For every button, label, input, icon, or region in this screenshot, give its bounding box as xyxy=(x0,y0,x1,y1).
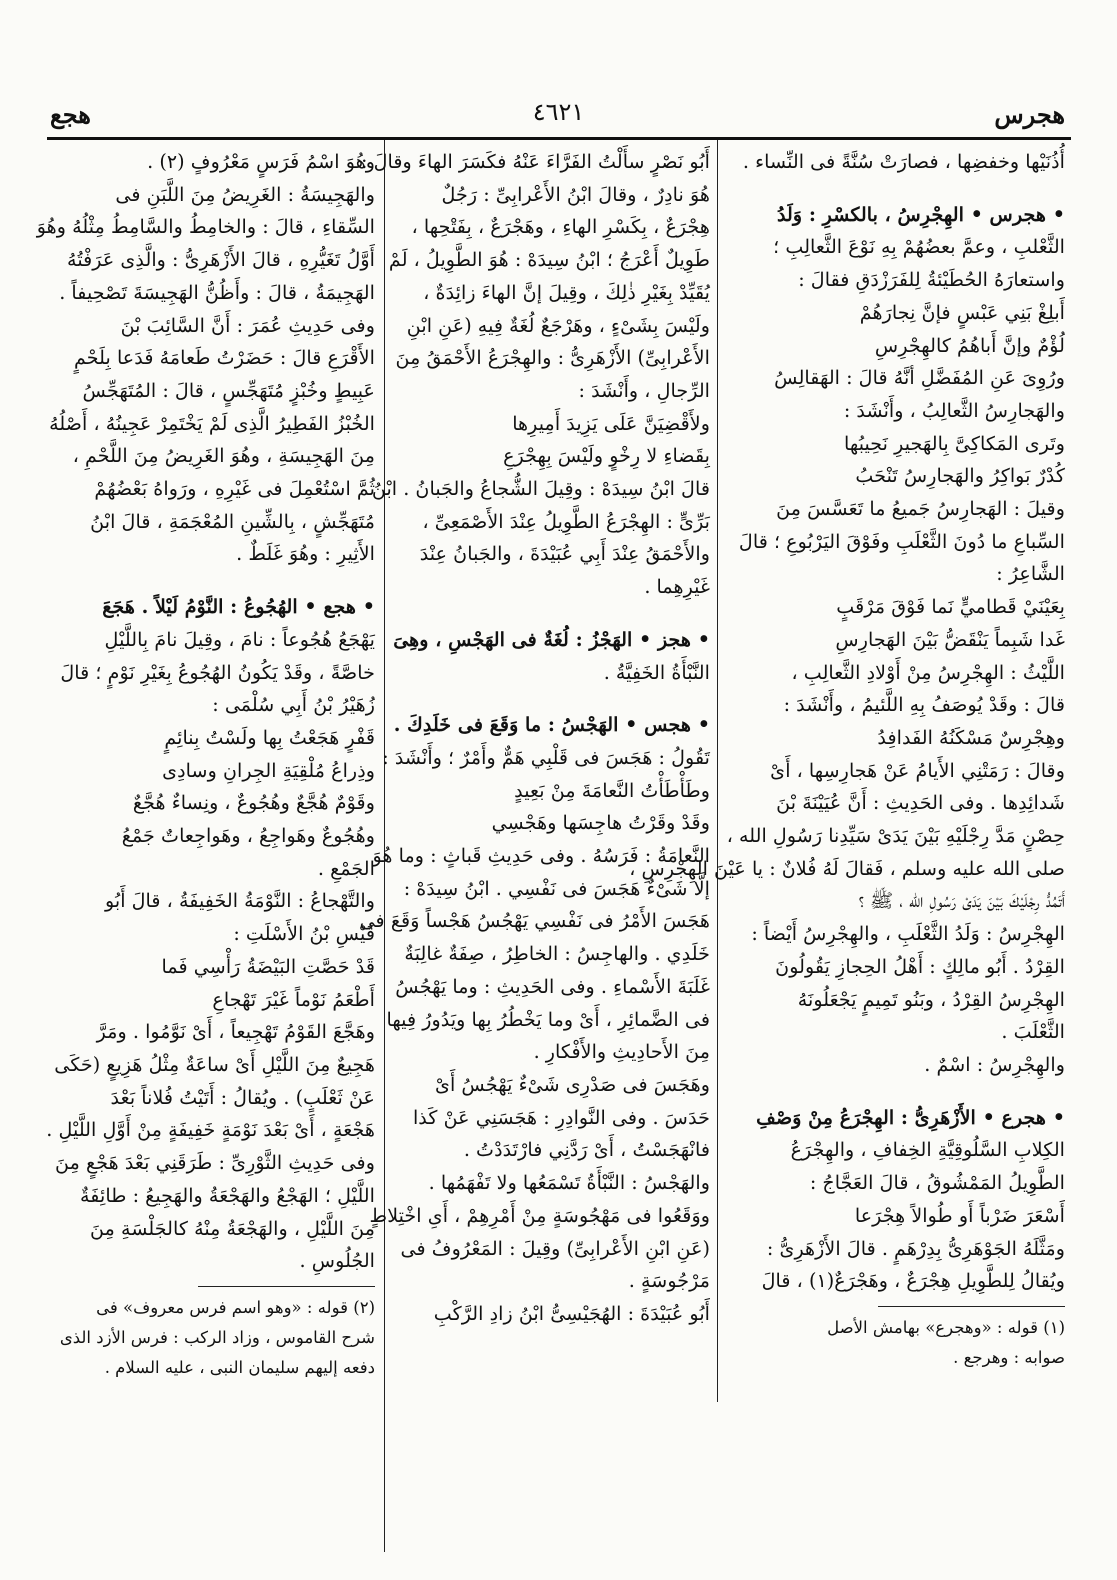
entry-gap xyxy=(392,604,710,624)
text-line: ومَثَّلَهُ الجَوْهَرِىُّ بِدِرْهَمٍ . قالَ الأَزْهَرِىُّ : xyxy=(766,1236,1065,1260)
entry-headword-line: • هجرع • الأَزْهَرِىُّ : الهِجْرَعُ مِنْ وَصْفِ xyxy=(756,1105,1065,1129)
text-line: بِقَضاءِ لا رِخْوٍ ولَيْسَ بِهِجْرَعِ xyxy=(503,444,710,468)
text-line: والأَحْمَقُ عِنْدَ أَبِي عُبَيْدَةَ ، والجَبانُ عِنْدَ xyxy=(419,542,710,566)
text-line: فى الضَّمائِرِ ، أَىْ وما يَخْطُرُ بِها ويَدُورُ فِيها xyxy=(386,1007,710,1031)
footnote-rule xyxy=(878,1306,1065,1307)
text-line: أَتَمُدُّ رِجْلَيْكَ بَيْنَ يَدَىْ رَسُولِ الله ، ﷺ ؟ xyxy=(858,889,1065,913)
text-line: وهُجُوعٌ وهَواجِعُ ، وهَواجِعاتٌ جَمْعُ xyxy=(121,824,375,848)
text-line: ووَقَعُوا فى مَهْجُوسَةٍ مِنْ أَمْرِهِمْ ، أَىِ اخْتِلاطٍ xyxy=(369,1203,710,1227)
text-line: قالَ : وقَدْ يُوصَفُ بِهِ اللَّئيمُ ، وأَنْشَدَ : xyxy=(783,693,1065,717)
text-line: عَبِيطٍ وخُبْزٍ مُتَهَجِّسٍ ، قالَ : المُتَهَجِّسُ xyxy=(82,378,375,402)
text-line: خَلَدِي . والهاجِسُ : الخاطِرُ ، صِفَةٌ غالِبَةٌ xyxy=(404,942,710,966)
text-line: حَدَسَ . وفى النَّوادِرِ : هَجَسَنِي عَنْ كَذا xyxy=(412,1105,710,1129)
text-line: بِعَيْنَيْ قَطاميٍّ نَما فَوْقَ مَرْقَبٍ xyxy=(836,595,1065,619)
entry-gap xyxy=(392,689,710,709)
text-line: ولأَقْضِيَنَّ عَلَى يَزِيدَ أَمِيرِها xyxy=(512,411,710,435)
text-line: كُدْرٌ بَواكِرُ والهَجارِسُ تَنْحَبُ xyxy=(855,464,1065,488)
text-line: زُهَيْرُ بْنُ أَبِي سُلْمَى : xyxy=(212,693,375,717)
footnote-line: دفعه إليهم سليمان النبى ، عليه السلام . xyxy=(104,1357,375,1377)
text-line: وقَدْ وقَرْتُ هاجِسَها وهَجْسِي xyxy=(491,811,710,835)
text-line: صلى الله عليه وسلم ، فَقالَ لَهُ فُلانٌ : يا عَيْنَ الهِجْرِسِ ، xyxy=(629,856,1065,880)
text-line: السِّقاءِ ، قالَ : والخامِطُ والسَّامِطُ مِثْلُهُ وهُوَ xyxy=(36,215,375,239)
text-line: الهِجْرِسُ : وَلَدُ الثَّعْلَبِ ، والهِجْرِسُ أَيْضاً : xyxy=(751,922,1065,946)
text-line: هَجْعَةٍ ، أَىْ بَعْدَ نَوْمَةٍ خَفِيفَةٍ مِنْ أَوَّلِ اللَّيْلِ . xyxy=(46,1118,375,1142)
text-line: الجَمْعِ . xyxy=(317,856,375,880)
column-middle xyxy=(359,146,710,1486)
text-line: القِرْدُ . أَبُو مالِكٍ : أَهْلُ الحِجازِ يَقُولُونَ xyxy=(775,954,1065,978)
text-line: يَهْجَعُ هُجُوعاً : نامَ ، وقِيلَ نامَ بِاللَّيْلِ xyxy=(104,627,375,651)
footnote-line: (٢) قوله : «وهو اسم فرس معروف» فى xyxy=(96,1297,375,1317)
entry-headword-line: • هجز • الهَجْزُ : لُغَةٌ فى الهَجْسِ ، وهِىَ xyxy=(393,627,710,651)
text-line: قَيْسِ بْنُ الأَسْلَتِ : xyxy=(233,922,375,946)
text-line: وقالَ : رَمَتْنِي الأَيامُ عَنْ هَجارِسِها ، أَىْ xyxy=(770,758,1065,782)
text-line: مَرْجُوسَةٍ . xyxy=(628,1269,710,1293)
text-line: وهِجْرِسٌ مَسْكَنُهُ الفَدافِدُ xyxy=(877,725,1065,749)
text-line: وهَجَّعَ القَوْمُ تَهْجِيعاً ، أَىْ نَوَّمُوا . ومَرَّ xyxy=(96,1020,375,1044)
text-line: مِنَ اللَّيْلِ ، والهَجْعَةُ مِنْهُ كالجَلْسَةِ مِنَ xyxy=(90,1216,375,1240)
text-line: قالَ ابْنُ سِيدَهْ : وقِيلَ الشُّجاعُ والجَبانُ . ابْنُ xyxy=(371,477,710,501)
text-line: الثَّعْلبِ ، وعمَّ بعضُهُمْ بِهِ نَوْعَ الثَّعالِبِ ؛ xyxy=(773,235,1065,259)
text-line: وهَجَسَ فى صَدْرِى شَىْءٌ يَهْجُسُ أَىْ xyxy=(434,1072,710,1096)
text-line: أَوَّلُ تَغَيُّرِهِ ، قالَ الأَزْهَرِىُّ : والَّذِى عَرَفْتُهُ xyxy=(67,248,375,272)
entry-gap xyxy=(53,571,375,591)
footnote-line: صوابه : وهرجع . xyxy=(953,1347,1065,1367)
text-line: وقيلَ : الهَجارِسُ جَميعُ ما تَعَسَّسَ مِنَ xyxy=(776,497,1065,521)
text-line: النَّعامَةُ : فَرَسُهُ . وفى حَدِيثِ قَباثٍ : وما هُوَ xyxy=(372,844,710,868)
text-line: وفى حَدِيثِ عُمَرَ : أَنَّ السَّائِبَ بْنَ xyxy=(120,313,375,337)
text-line: الثَّعْلَبَ . xyxy=(1001,1020,1065,1044)
text-line: وقَوْمٌ هُجَّعٌ وهُجُوعٌ ، ونِساءٌ هُجَّعٌ xyxy=(132,791,375,815)
text-line: اللَّيْثُ : الهِجْرِسُ مِنْ أَوْلادِ الثَّعالِبِ ، xyxy=(791,660,1065,684)
text-line: طَوِيلٌ أَعْرَجُ ؛ ابْنُ سِيدَهْ : هُوَ الطَّوِيلُ ، لَمْ xyxy=(388,248,710,272)
text-line: وهُوَ اسْمُ فَرَسٍ مَعْرُوفٍ (٢) . xyxy=(147,150,375,173)
footnote-line: (١) قوله : «وهجرع» بهامش الأصل xyxy=(827,1317,1065,1337)
text-line: هَجِيعٌ مِنَ اللَّيْلِ أَىْ ساعَةٌ مِثْلُ هَزِيعٍ (حَكَى xyxy=(54,1052,375,1076)
text-line: تَقُولُ : هَجَسَ فى قَلْبِي هَمٌّ وأَمْرٌ ؛ وأَنْشَدَ : xyxy=(382,745,710,769)
text-line: وذِراعُ مُلْقِيَةِ الجِرانِ وسادِى xyxy=(162,758,375,782)
header-right-keyword: هجرس xyxy=(994,100,1065,129)
text-line: فانْهَجَسْتُ ، أَىْ رَدَّنِي فارْتَدَدْتُ . xyxy=(463,1138,710,1162)
text-line: مِنَ الأَحادِيثِ والأَفْكارِ . xyxy=(533,1040,710,1064)
column-divider-right xyxy=(717,140,718,1402)
text-line: قَفْرٍ هَجَعْتُ بِها ولَسْتُ بِنائِمٍ xyxy=(164,725,375,749)
entry-headword-line: • هجس • الهَجْسُ : ما وَقَعَ فى خَلَدِكَ . xyxy=(393,713,710,737)
entry-headword-line: • هجرس • الهِجْرِسُ ، بالكسْرِ : وَلَدُ xyxy=(776,202,1065,226)
text-line: بَرِّىٍّ : الهِجْرَعُ الطَّوِيلُ عِنْدَ الأَصْمَعِىِّ ، xyxy=(422,509,710,533)
text-line: الأَثِيرِ : وهُوَ غَلَطٌ . xyxy=(236,542,375,566)
page-number: ٤٦٢١ xyxy=(532,98,585,126)
text-line: أَبُو عُبَيْدَةَ : الهُجَيْسِىُّ ابْنُ زادِ الرَّكْبِ xyxy=(433,1301,710,1325)
text-line: قَدْ حَصَّتِ البَيْضَةُ رَأْسِي فَما xyxy=(161,954,375,978)
text-line: وفى حَدِيثِ الثَّوْرِىِّ : طَرَقَنِي بَعْدَ هَجْعٍ مِنَ xyxy=(55,1151,375,1175)
text-line: هَجَسَ الأَمْرُ فى نَفْسِي يَهْجُسُ هَجْساً وَقَعَ فى xyxy=(359,909,710,933)
text-line: مُتَهَجِّشٍ ، بِالشِّينِ المُعْجَمَةِ ، قالَ ابْنُ xyxy=(90,509,375,533)
text-line: أَبلِغْ بَنِي عَبْسٍ فإنَّ نِجارَهُمْ xyxy=(859,300,1065,324)
entry-headword-line: • هجع • الهُجُوعُ : النَّوْمُ لَيْلاً . هَجَعَ xyxy=(102,595,375,619)
text-line: والهَجْسُ : النَّبْأَةُ تَسْمَعُها ولا تَفْهَمُها . xyxy=(428,1171,710,1195)
text-line: والهَجارِسُ الثَّعالِبُ ، وأَنْشَدَ : xyxy=(843,398,1065,422)
text-line: أَطْعَمُ نَوْماً غَيْرَ تَهْجاعِ xyxy=(212,987,375,1011)
text-line: لُؤْمٌ وإنَّ أَباهُمُ كالهِجْرِسِ xyxy=(874,333,1065,357)
text-line: السِّباعِ ما دُونَ الثَّعْلَبِ وفَوْقَ اليَرْبُوعِ ؛ قالَ xyxy=(738,529,1065,553)
entry-gap xyxy=(725,179,1065,199)
text-line: ولَيْسَ بِشَىْءٍ ، وهَرْجَعٌ لُغَةٌ فِيهِ (عَنِ ابْنِ xyxy=(406,313,710,337)
text-line: الرِّجالِ ، وأَنْشَدَ : xyxy=(578,378,710,402)
text-line: غَيْرِهِما . xyxy=(644,575,710,599)
text-line: (عَنِ ابْنِ الأَعْرابِىِّ) وقِيلَ : المَعْرُوفُ فى xyxy=(400,1236,710,1260)
header-rule xyxy=(47,137,1071,140)
footnote-line: شرح القاموس ، وزاد الركب : فرس الأزد الذى xyxy=(59,1327,375,1347)
text-line: واستعارَهُ الحُطَيْئةُ لِلفَرَزْدَقِ فقالَ : xyxy=(798,268,1065,292)
header-left-keyword: هجع xyxy=(50,100,91,129)
text-line: الكِلابِ السَّلُوقِيَّةِ الخِفافِ ، والهِجْرَعُ xyxy=(790,1138,1065,1162)
text-line: والتَّهْجاعُ : النَّوْمَةُ الخَفِيفَةُ ، قالَ أَبُو xyxy=(104,889,375,913)
text-line: عَنْ ثَعْلَبٍ) . ويُقالُ : أَتَيْتُ فُلاناً بَعْدَ xyxy=(110,1085,375,1109)
text-line: اللَّيْلِ ؛ الهَجْعُ والهَجْعَةُ والهَجِيعُ : طائِفَةٌ xyxy=(80,1183,375,1207)
text-line: هِجْرَعٌ ، بِكَسْرِ الهاءِ ، وهَجْرَعٌ ، بِفَتْحِها ، xyxy=(411,215,710,239)
text-line: ثُمَّ اسْتُعْمِلَ فى غَيْرِهِ ، ورَواهُ بَعْضُهُمْ xyxy=(94,477,375,501)
text-line: وتَرى المَكاكِىَّ بِالهَجيرِ نَحِيبُها xyxy=(844,431,1065,455)
text-line: يُقَيِّدْ بِغَيْرِ ذٰلِكَ ، وقِيلَ إنَّ الهاءَ زائِدَةٌ ، xyxy=(423,280,710,304)
text-line: أُذُنَيْها وخفضِها ، فصارَتْ سُنَّةً فى النِّساء . xyxy=(742,150,1065,173)
entry-gap xyxy=(725,1082,1065,1102)
text-line: خاصَّةً ، وقَدْ يَكُونُ الهُجُوعُ بِغَيْرِ نَوْمٍ ؛ قالَ xyxy=(60,660,375,684)
text-line: أَبُو نَصْرٍ سأَلْتُ الفَرَّاءَ عَنْهُ فكَسَرَ الهاءَ وقالَ : xyxy=(361,150,710,173)
text-line: شَدائِدِها . وفى الحَدِيثِ : أَنَّ عُيَيْنَةَ بْنَ xyxy=(776,791,1065,815)
footnote-rule xyxy=(198,1286,375,1287)
text-line: والهَجِيسَةُ : الغَرِيضُ مِنَ اللَّبَنِ فى xyxy=(115,182,375,206)
text-line: وطَأْطَأْتُ النَّعامَةَ مِنْ بَعِيدٍ xyxy=(514,778,710,802)
text-line: النَّبْأَةُ الخَفِيَّةُ . xyxy=(603,660,710,684)
text-line: والهِجْرِسُ : اسْمٌ . xyxy=(924,1052,1065,1076)
text-line: الأَعْرابِىِّ) الأَزْهَرِىُّ : والهِجْرَعُ الأَحْمَقُ مِنَ xyxy=(395,346,710,370)
text-line: هُوَ نادِرٌ ، وقالَ ابْنُ الأَعْرابِىِّ : رَجُلٌ xyxy=(441,182,710,206)
text-line: حِصْنٍ مَدَّ رِجْلَيْهِ بَيْنَ يَدَىْ سَيِّدِنا رَسُولِ الله ، xyxy=(726,824,1065,848)
text-line: غَدا شَبِماً يَنْقَضُّ بَيْنَ الهَجارِسِ xyxy=(835,627,1065,651)
text-line: غَلَبَةَ الأَسْماءِ . وفى الحَدِيثِ : وما يَهْجُسُ xyxy=(395,974,710,998)
text-line: الجُلُوسِ . xyxy=(299,1249,375,1273)
text-line: ورُوِىَ عَنِ المُفَضَّلِ أنَّهُ قالَ : الهَقالِسُ xyxy=(774,366,1065,390)
text-line: الهِجْرِسُ القِرْدُ ، وبَنُو تَمِيمٍ يَجْعَلُونَهُ xyxy=(797,987,1065,1011)
column-left xyxy=(36,146,375,1486)
text-line: ويُقالُ لِلطَّوِيلِ هِجْرَعٌ ، وهَجْرَعٌ(١) ، قالَ xyxy=(761,1269,1065,1293)
text-line: الهَجِيمَةُ ، قالَ : وأَظُنُّ الهَجِيسَةَ تَصْحِيفاً . xyxy=(59,280,375,304)
text-line: الطَّوِيلُ المَمْشُوقُ ، قالَ العَجَّاجُ : xyxy=(809,1171,1065,1195)
text-line: الأَقْرَعِ قالَ : حَضَرْتُ طَعامَهُ فَدَعا بِلَحْمٍ xyxy=(74,346,375,370)
text-line: الخُبْزُ الفَطِيرُ الَّذِى لَمْ يَخْتَمِرْ عَجِينُهُ ، أَصْلُهُ xyxy=(49,411,375,435)
text-line: مِنَ الهَجِيسَةِ ، وهُوَ الغَرِيضُ مِنَ اللَّحْمِ ، xyxy=(72,444,375,468)
text-line: أَسْعَرَ ضَرْباً أَو طُوالاً هِجْرَعا xyxy=(854,1203,1065,1227)
text-line: الشَّاعِرُ : xyxy=(996,562,1065,586)
text-line: إلَّا شَىْءٌ هَجَسَ فى نَفْسِي . ابْنُ سِيدَهْ : xyxy=(403,876,710,900)
